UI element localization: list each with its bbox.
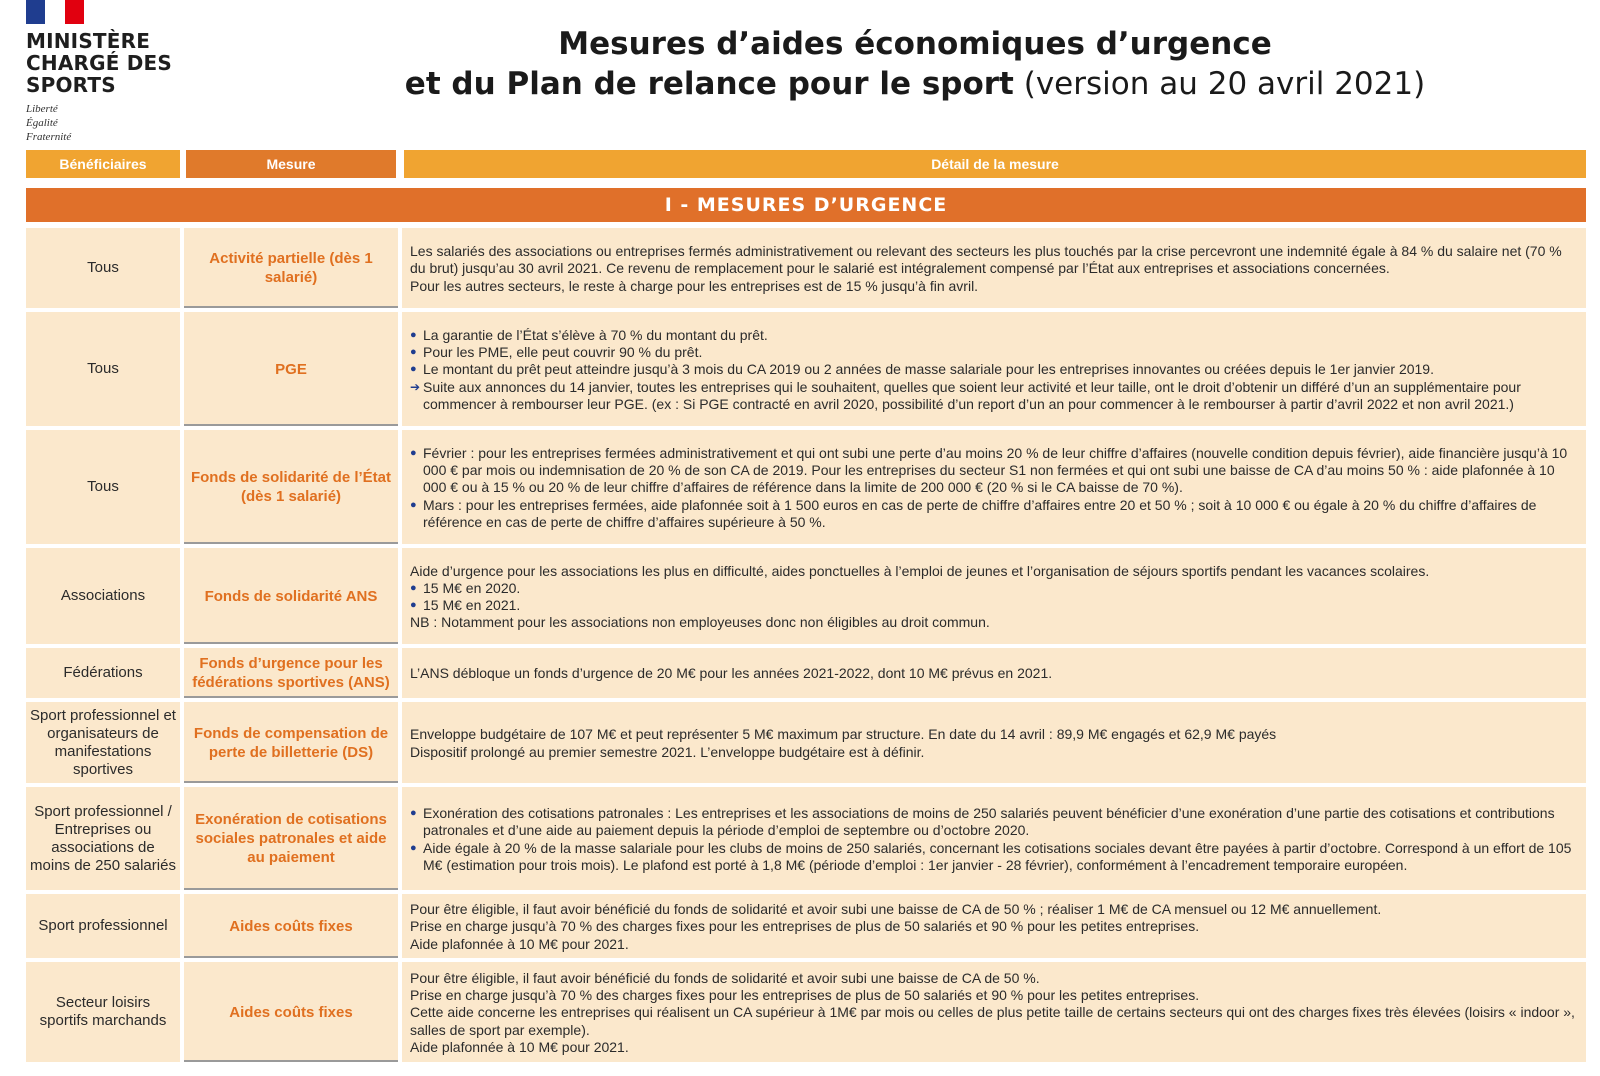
detail-cell	[402, 548, 1586, 644]
section-title: I - MESURES D’URGENCE	[26, 188, 1586, 222]
detail-bullet-item: ● 15 M€ en 2021.	[410, 597, 1578, 614]
beneficiary-cell: Sport professionnel / Entreprises ou associations de moins de 250 salariés	[26, 787, 180, 890]
title-line1: Mesures d’aides économiques d’urgence	[558, 26, 1272, 62]
table-row	[26, 702, 1586, 783]
measure-cell: Aides coûts fixes	[184, 894, 398, 958]
detail-cell	[402, 787, 1586, 890]
table-row	[26, 962, 1586, 1062]
detail-cell	[402, 430, 1586, 544]
header-detail: Détail de la mesure	[404, 150, 1586, 178]
title-line2: et du Plan de relance pour le sport	[404, 66, 1014, 102]
detail-paragraph: Pour être éligible, il faut avoir bénéficié du fonds de solidarité et avoir subi une baisse de CA de 50 % ; réaliser 1 M€ de CA mensuel ou 12 M€ annuellement.	[410, 901, 1382, 918]
measure-cell: Aides coûts fixes	[184, 962, 398, 1062]
detail-bullet-item: ● La garantie de l’État s’élève à 70 % du montant du prêt.	[410, 327, 1578, 344]
table-row	[26, 312, 1586, 426]
detail-paragraph: Aide plafonnée à 10 M€ pour 2021.	[410, 935, 629, 952]
beneficiary-cell: Associations	[26, 548, 180, 644]
table-row	[26, 648, 1586, 698]
detail-paragraph: Cette aide concerne les entreprises qui réalisent un CA supérieur à 1M€ par mois ou celles de plus petite taille de certains secteurs qui ont des charges fixes très élevées (loisirs « indoor », salles de sport par exemple).	[410, 1004, 1575, 1038]
measure-cell: Fonds de compensation de perte de billetterie (DS)	[184, 702, 398, 783]
beneficiary-cell: Sport professionnel	[26, 894, 180, 958]
page-title	[380, 24, 1450, 104]
page-header	[0, 0, 1600, 143]
measure-cell: Activité partielle (dès 1 salarié)	[184, 228, 398, 308]
detail-arrow-item: ➔ Suite aux annonces du 14 janvier, toutes les entreprises qui le souhaitent, quelles que soient leur activité et leur taille, ont le droit d’obtenir un différé d’un an supplémentaire pour commencer à rembourser leur PGE. (ex : Si PGE contracté en avril 2020, possibilité d’un report d’un an pour commencer à le rembourser à partir d’avril 2022 et non avril 2021.)	[410, 379, 1578, 413]
beneficiary-cell: Fédérations	[26, 648, 180, 698]
detail-cell	[402, 648, 1586, 698]
ministry-name-line1: MINISTÈRE	[26, 29, 151, 53]
detail-cell	[402, 312, 1586, 426]
beneficiary-cell: Secteur loisirs sportifs marchands	[26, 962, 180, 1062]
detail-bullet-item: ● Le montant du prêt peut atteindre jusqu’à 3 mois du CA 2019 ou 2 années de masse salariale pour les entreprises innovantes ou créées depuis le 1er janvier 2019.	[410, 361, 1578, 378]
table-row	[26, 548, 1586, 644]
detail-bullet-item: ● 15 M€ en 2020.	[410, 580, 1578, 597]
detail-paragraph: Pour être éligible, il faut avoir bénéficié du fonds de solidarité et avoir subi une baisse de CA de 50 %.	[410, 969, 1040, 986]
table-row	[26, 228, 1586, 308]
header-mesure: Mesure	[186, 150, 396, 178]
measure-cell: Fonds d’urgence pour les fédérations sportives (ANS)	[184, 648, 398, 698]
detail-bullet-item: ● Exonération des cotisations patronales : Les entreprises et les associations de moins de 250 salariés peuvent bénéficier d’une exonération d’une partie des cotisations et contributions patronales et d’une aide au paiement depuis la période d’emploi de septembre ou d’octobre 2020.	[410, 805, 1578, 839]
detail-paragraph: Pour les autres secteurs, le reste à charge pour les entreprises est de 15 % jusqu’à fin avril.	[410, 277, 979, 294]
motto-egalite: Égalité	[26, 117, 58, 129]
detail-paragraph: Dispositif prolongé au premier semestre 2021. L’enveloppe budgétaire est à définir.	[410, 743, 925, 760]
detail-cell	[402, 228, 1586, 308]
measure-cell: Exonération de cotisations sociales patronales et aide au paiement	[184, 787, 398, 890]
ministry-logo	[26, 0, 266, 144]
beneficiary-cell: Tous	[26, 228, 180, 308]
detail-paragraph: Prise en charge jusqu’à 70 % des charges fixes pour les entreprises de plus de 50 salariés et 90 % pour les petites entreprises.	[410, 918, 1200, 935]
header-beneficiaires: Bénéficiaires	[26, 150, 180, 178]
beneficiary-cell: Tous	[26, 430, 180, 544]
detail-paragraph: Prise en charge jusqu’à 70 % des charges fixes pour les entreprises de plus de 50 salariés et 90 % pour les petites entreprises.	[410, 987, 1200, 1004]
ministry-name-line2: CHARGÉ DES SPORTS	[26, 51, 173, 97]
detail-paragraph: Enveloppe budgétaire de 107 M€ et peut représenter 5 M€ maximum par structure. En date du 14 avril : 89,9 M€ engagés et 62,9 M€ payés	[410, 726, 1277, 743]
table-row	[26, 894, 1586, 958]
detail-bullet-item: ● Pour les PME, elle peut couvrir 90 % du prêt.	[410, 344, 1578, 361]
detail-bullet-item: ● Aide égale à 20 % de la masse salariale pour les clubs de moins de 250 salariés, concernant les cotisations sociales devant être payées à partir d’octobre. Correspond à un effort de 105 M€ (estimation pour trois mois). Le plafond est porté à 1,8 M€ (période d’emploi : 1er janvier - 28 février), conformément à l’encadrement temporaire européen.	[410, 840, 1578, 874]
title-version: (version au 20 avril 2021)	[1023, 66, 1426, 102]
measure-cell: Fonds de solidarité de l’État (dès 1 salarié)	[184, 430, 398, 544]
detail-paragraph: L’ANS débloque un fonds d’urgence de 20 M€ pour les années 2021-2022, dont 10 M€ prévus en 2021.	[410, 665, 1053, 682]
detail-paragraph: Les salariés des associations ou entreprises fermés administrativement ou relevant des secteurs les plus touchés par la crise percevront une indemnité égale à 84 % du salaire net (70 % du brut) jusqu’au 30 avril 2021. Ce revenu de remplacement pour le salarié est intégralement compensé par l’État aux entreprises et associations concernées.	[410, 243, 1562, 277]
detail-bullet-item: ● Mars : pour les entreprises fermées, aide plafonnée soit à 1 500 euros en cas de perte de chiffre d’affaires entre 20 et 50 % ; soit à 10 000 € ou égale à 20 % du chiffre d’affaires de référence en cas de perte de chiffre d’affaires supérieure à 50 %.	[410, 497, 1578, 531]
beneficiary-cell: Sport professionnel et organisateurs de manifestations sportives	[26, 702, 180, 783]
detail-paragraph: Aide d’urgence pour les associations les plus en difficulté, aides ponctuelles à l’emploi de jeunes et l’organisation de séjours sportifs pendant les vacances scolaires.	[410, 562, 1430, 579]
beneficiary-cell: Tous	[26, 312, 180, 426]
motto-liberte: Liberté	[26, 103, 58, 115]
detail-bullet-item: ● Février : pour les entreprises fermées administrativement et qui ont subi une perte d’au moins 20 % de leur chiffre d’affaires (nouvelle condition depuis février), aide financière jusqu’à 10 000 € par mois ou indemnisation de 20 % de son CA de 2019. Pour les entreprises du secteur S1 non fermées et qui ont subi une baisse de CA d’au moins 50 % : aide plafonnée à 10 000 € ou à 15 % ou 20 % de leur chiffre d’affaires de référence dans la limite de 200 000 € (20 % si le CA baisse de 70 %).	[410, 445, 1578, 497]
motto	[26, 102, 266, 144]
measure-cell: PGE	[184, 312, 398, 426]
detail-paragraph: Aide plafonnée à 10 M€ pour 2021.	[410, 1038, 629, 1055]
table-row	[26, 430, 1586, 544]
motto-fraternite: Fraternité	[26, 131, 72, 143]
detail-cell	[402, 962, 1586, 1062]
detail-paragraph: NB : Notamment pour les associations non employeuses donc non éligibles au droit commun.	[410, 614, 990, 631]
table-row	[26, 787, 1586, 890]
detail-cell	[402, 702, 1586, 783]
measure-cell: Fonds de solidarité ANS	[184, 548, 398, 644]
french-flag-icon	[26, 0, 84, 24]
detail-cell	[402, 894, 1586, 958]
